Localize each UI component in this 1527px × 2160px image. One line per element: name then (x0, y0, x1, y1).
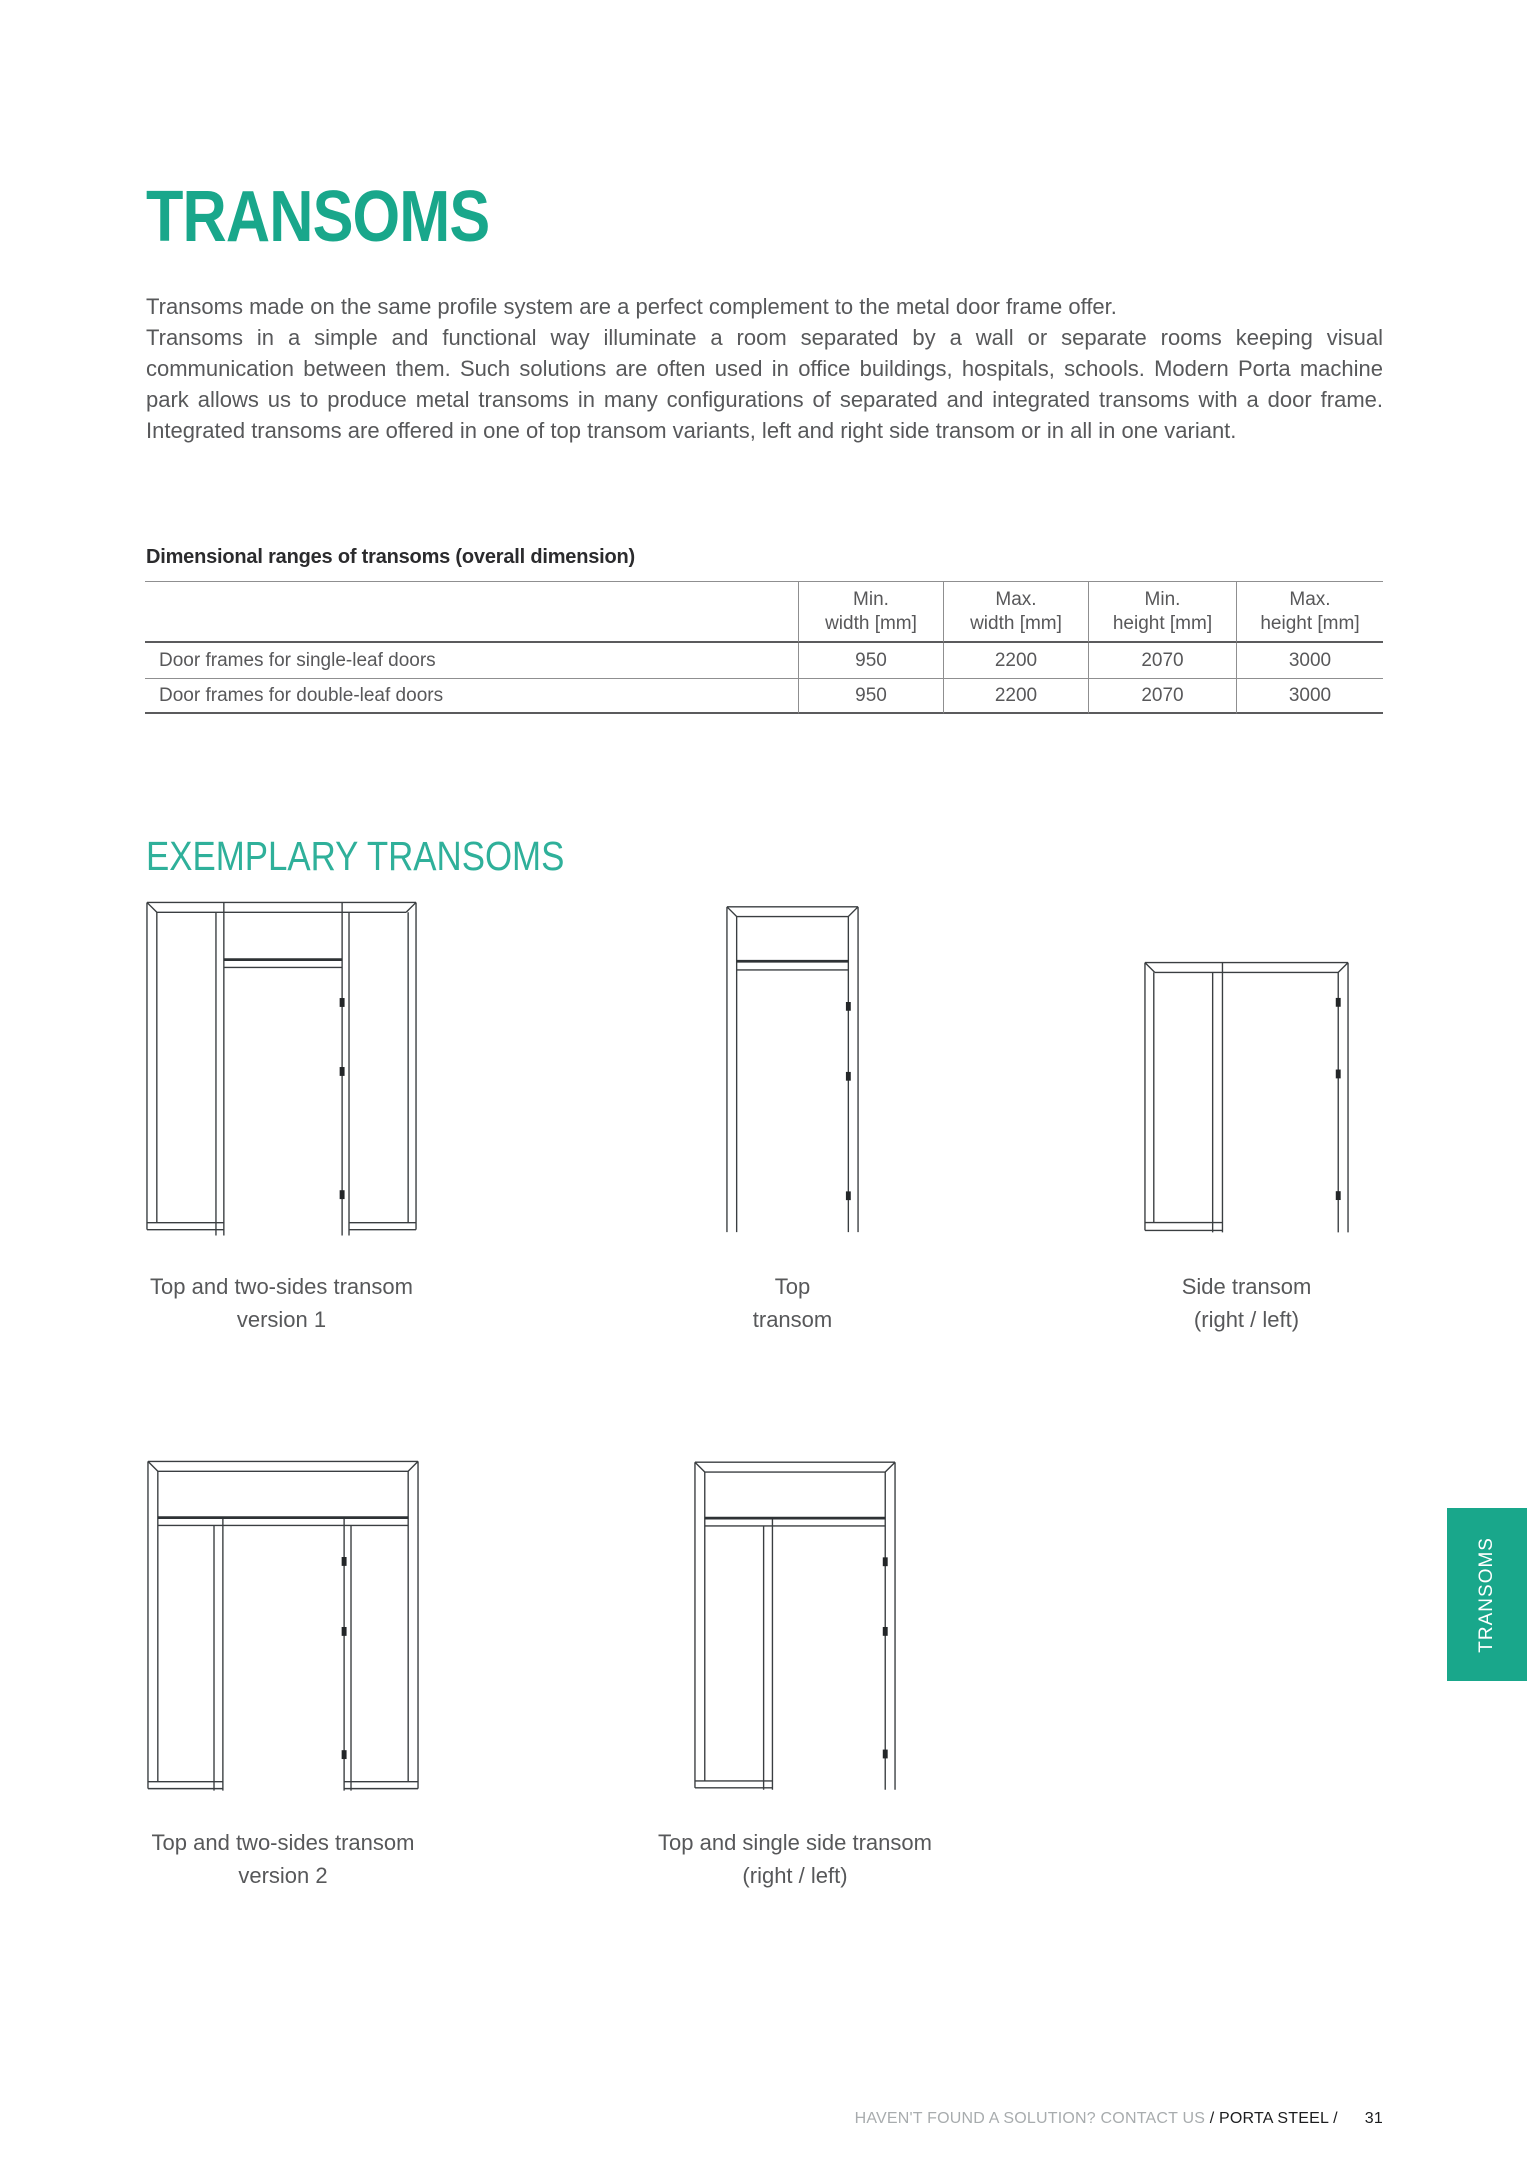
diagram-top-single-side-transom (693, 1459, 897, 1793)
table-header-max-width: Max. width [mm] (943, 582, 1088, 643)
hinge-mark (883, 1750, 888, 1759)
table-cell: 2070 (1088, 643, 1236, 679)
diagram-label: Top transom (752, 1274, 833, 1332)
hinge-mark (846, 1191, 851, 1200)
table-cell: 3000 (1236, 643, 1383, 679)
chapter-tab-transoms (1447, 1508, 1527, 1681)
diagram-label: Side transom (right / left) (1181, 1274, 1312, 1332)
table-header-max-height: Max. height [mm] (1236, 582, 1383, 643)
hinge-mark (342, 1750, 347, 1759)
diagram-label: Top and two-sides transom version 1 (150, 1274, 413, 1332)
table-row-label: Door frames for double-leaf doors (145, 679, 798, 714)
table-cell: 2200 (943, 679, 1088, 714)
hinge-mark (1336, 1070, 1341, 1079)
hinge-mark (340, 1067, 345, 1076)
intro-paragraph (146, 291, 1383, 446)
hinge-mark (340, 1190, 345, 1199)
table-cell: 2200 (943, 643, 1088, 679)
table-header-empty (145, 582, 798, 643)
table-cell: 950 (798, 679, 943, 714)
hinge-mark (846, 1072, 851, 1081)
table-cell: 2070 (1088, 679, 1236, 714)
page-title: TRANSOMS (146, 177, 490, 258)
table-cell: 950 (798, 643, 943, 679)
table-header-min-height: Min. height [mm] (1088, 582, 1236, 643)
hinge-mark (846, 1002, 851, 1011)
chapter-tab-label: TRANSOMS (1476, 1536, 1497, 1653)
section-heading: EXEMPLARY TRANSOMS (146, 833, 565, 880)
table-header-min-width: Min. width [mm] (798, 582, 943, 643)
hinge-mark (883, 1627, 888, 1636)
intro-body: Transoms in a simple and functional way illuminate a room separated by a wall or separate rooms keeping visual communication between them. Such solutions are often used in office buildings, hospitals, schools. Modern Porta machine park allows us to produce metal transoms in many configurations of separated and integrated transoms with a door frame. Integrated transoms are offered in one of top transom variants, left and right side transom or in all in one variant. (146, 325, 1383, 443)
hinge-mark (342, 1627, 347, 1636)
diagram-label: Top and single side transom (right / left) (658, 1830, 932, 1888)
intro-sentence: Transoms made on the same profile system are a perfect complement to the metal door frame offer. (146, 294, 1117, 319)
diagram-top-two-sides-transom-v1 (145, 900, 418, 1238)
hinge-mark (1336, 1191, 1341, 1200)
footer-contact-text: HAVEN'T FOUND A SOLUTION? CONTACT US (854, 2110, 1210, 2127)
diagram-side-transom (1143, 960, 1350, 1235)
table-row-label: Door frames for single-leaf doors (145, 643, 798, 679)
footer-brand: / PORTA STEEL / (1209, 2110, 1338, 2127)
diagram-top-two-sides-transom-v2 (146, 1459, 420, 1793)
table-cell: 3000 (1236, 679, 1383, 714)
diagram-label: Top and two-sides transom version 2 (151, 1830, 415, 1888)
page-footer (145, 2110, 1383, 2128)
diagram-top-transom (725, 902, 860, 1237)
hinge-mark (340, 998, 345, 1007)
dimensional-ranges-table (145, 581, 1383, 714)
table-caption: Dimensional ranges of transoms (overall dimension) (146, 546, 636, 568)
hinge-mark (1336, 998, 1341, 1007)
hinge-mark (883, 1557, 888, 1566)
footer-page-number: 31 (1364, 2110, 1383, 2127)
hinge-mark (342, 1557, 347, 1566)
